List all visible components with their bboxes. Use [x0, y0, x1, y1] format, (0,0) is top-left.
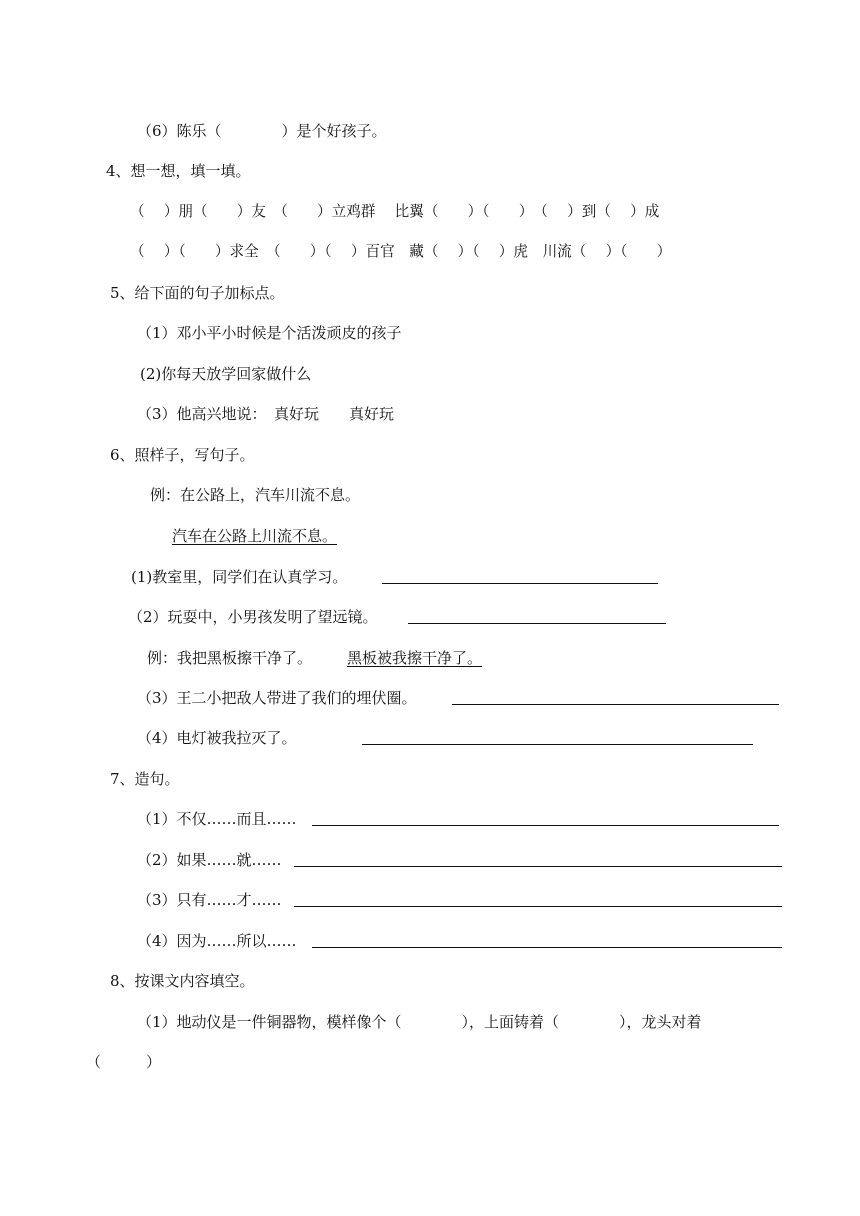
- q7-item2-answer-line[interactable]: [294, 866, 782, 867]
- q4-row2: （ ）（ ）求全 （ ）（ ）百官 藏（ ）（ ）虎 川流（ ）（ ）: [130, 243, 672, 260]
- q5-title: 5、给下面的句子加标点。: [110, 284, 285, 302]
- q6-item3-answer-line[interactable]: [452, 704, 779, 705]
- q6-item2: （2）玩耍中，小男孩发明了望远镜。: [128, 608, 378, 626]
- q6-example2-answer: 黑板被我擦干净了。: [347, 649, 483, 667]
- q5-item2: (2)你每天放学回家做什么: [140, 365, 312, 383]
- q6-item1-answer-line[interactable]: [382, 583, 658, 584]
- q8-item1: （1）地动仪是一件铜器物，模样像个（ ），上面铸着（ ），龙头对着: [137, 1013, 702, 1031]
- q5-item1: （1）邓小平小时候是个活泼顽皮的孩子: [137, 324, 402, 342]
- q7-item2: （2）如果……就……: [137, 851, 282, 869]
- q8-title: 8、按课文内容填空。: [110, 972, 255, 990]
- q6-example2: 例：我把黑板擦干净了。: [147, 649, 313, 667]
- q7-item3: （3）只有……才……: [137, 891, 282, 909]
- q6-item2-answer-line[interactable]: [408, 623, 666, 624]
- q3-item6: （6）陈乐（ ）是个好孩子。: [137, 122, 387, 140]
- q8-item1-continued: （ ）: [86, 1053, 162, 1071]
- q6-example1: 例：在公路上，汽车川流不息。: [150, 486, 361, 504]
- q4-row1: （ ）朋（ ）友 （ ）立鸡群 比翼（ ）（ ） （ ）到（ ）成: [130, 203, 660, 220]
- q6-item3: （3）王二小把敌人带进了我们的埋伏圈。: [137, 689, 417, 707]
- q6-item4-answer-line[interactable]: [362, 744, 753, 745]
- q5-item3: （3）他高兴地说： 真好玩 真好玩: [137, 405, 395, 423]
- q7-item3-answer-line[interactable]: [294, 906, 782, 907]
- q4-title: 4、想一想，填一填。: [106, 162, 251, 180]
- q6-item4: （4）电灯被我拉灭了。: [137, 729, 297, 747]
- q7-item4-answer-line[interactable]: [312, 947, 782, 948]
- q6-title: 6、照样子，写句子。: [110, 446, 255, 464]
- q6-example1-answer: 汽车在公路上川流不息。: [172, 527, 338, 545]
- q7-item4: （4）因为……所以……: [137, 932, 297, 950]
- q7-item1-answer-line[interactable]: [312, 825, 779, 826]
- q7-title: 7、造句。: [110, 770, 180, 788]
- q6-item1: (1)教室里，同学们在认真学习。: [131, 568, 348, 586]
- q7-item1: （1）不仅……而且……: [137, 810, 297, 828]
